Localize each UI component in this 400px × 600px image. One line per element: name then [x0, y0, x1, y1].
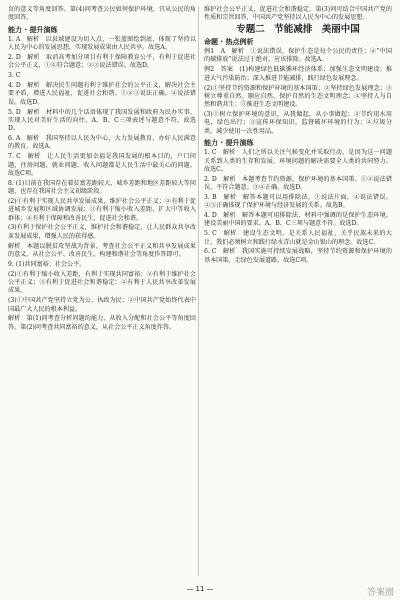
paragraph: 5. C 解析 建设生态文明，是关系人民福祉、关乎民族未来的大计，我们必须树立和践行绿水青山就是金山银山的理念。故选C。 — [204, 230, 392, 246]
paragraph: 4. D 解析 解答本题可用排除法，材料中强调的是保护生态环境，建设美丽中国的要求，A、B、C三项与题意不符。故选D。 — [204, 212, 392, 228]
section-heading: 命题 · 热点例析 — [204, 37, 254, 46]
paragraph: 3. B 解析 解答本题可以用排除法，①说法片面，④说法错误。②③正确体现了保护环境与经济发展的关系。故选B。 — [204, 193, 392, 210]
topic-heading: 专题二 节能减排 美丽中国 — [236, 23, 360, 35]
paragraph: (3)有利于保护社会公平正义，维护社会和谐稳定，让人民群众共享改革发展成果，增强人民的获得感。 — [8, 224, 196, 240]
page-number: — 11 — — [186, 585, 214, 593]
paragraph: 9. (1)共同富裕；社会公平。 — [8, 260, 86, 268]
paragraph: (2)①坚持节约资源和保护环境的基本国策；②坚持绿色发展理念；③树立尊重自然、顺应自然、保护自然的生态文明理念；④坚持人与自然和谐共生；⑤推进生态文明建设。 — [204, 84, 392, 109]
paragraph: 6. C 解析 我国实施可持续发展战略，坚持节约资源和保护环境的基本国策，走绿色发展道路。故选C项。 — [204, 248, 392, 264]
paragraph: 解析 本题以脱贫攻坚战为背景，考查社会公平正义和共享发展成果的意义，从社会公平、改善民生、构建和谐社会等角度作答即可。 — [8, 242, 196, 258]
paragraph: 1. A 解析 以县域建设为切入点，一张蓝图绘到底，体现了坚持以人民为中心的发展思想，实现发展成果由人民共享。故选A。 — [8, 35, 196, 52]
paragraph: 2. D 解析 本题考查节约资源，保护环境的基本国策。①②说法错误，不符合题意。③④正确。故选D。 — [204, 175, 392, 192]
column-divider — [198, 6, 199, 576]
paragraph: 育的意义等角度回答。第(4)问考查公民如何保护环境，宜从公民的角度回答。 — [8, 6, 196, 22]
paragraph: 5. D 解析 材料中的几个话语体现了我国发展和政府为民办实事，实现人民对美好生活的向往。A、B、C三项表述与题意不符。故选D。 — [8, 108, 196, 133]
paragraph: 7. C 解析 让人民生活更加幸福是我国发展的根本目的，户口问题、住房问题、就业问题、收入问题都是人民生活中最关心的问题。故选C项。 — [8, 153, 196, 177]
paragraph: 例1 A 解析 ①说法错误，保护生态是每个公民的责任；④“中国的碳排放”说法过于绝对，应该排除。故选A。 — [204, 48, 392, 64]
paragraph: (2)①有利于实现人民共享发展成果，维护社会公平正义；②有利于促进城乡发展和区域协调发展；③有利于缩小收入差距，扩大中等收入群体；④有利于保障和改善民生，促进社会和谐。 — [8, 197, 196, 222]
paragraph: 例2 答案 (1)构建绿色低碳循环经济体系；加强生态文明建设；推进大气污染防治；深入推进节能减排，践行绿色发展理念。 — [204, 66, 392, 82]
paragraph: (3)①中国共产党坚持立党为公、执政为民；②中国共产党始终代表中国最广大人民的根本利益。 — [8, 297, 196, 313]
paragraph: 2. D 解析 取消高考加分项目有利于保障教育公平，有利于促进社会公平正义，①④符合题意；②③说法错误。故选D。 — [8, 54, 196, 70]
watermark: 答案圈 — [366, 588, 394, 598]
right-column — [204, 6, 392, 267]
paragraph: 3. C — [8, 72, 21, 80]
paragraph: 8. (1)目前在我国存在着贫富差距较大，城乡差距和地区差距较大等问题，也存在我国社会主义初级阶段。 — [8, 179, 196, 196]
paragraph: 1. C 解析 人们之所以关注气候变化并采取行动，是因为这一问题关系到人类的生存和发展，环境问题的解决需要全人类的共同努力。故选C。 — [204, 149, 392, 173]
section-heading: 能力 · 提升演练 — [204, 138, 254, 147]
paragraph: 解析 第(1)问考查分析问题的能力，从收入分配和社会公平等角度回答。第(2)问考查共同富裕的意义，从社会公平正义角度作答。 — [8, 315, 196, 331]
paragraph: 4. D 解析 解决民生问题有利于维护社会的公平正义，解决社会主要矛盾，增进人民福祉，促进社会和谐。①②③说法正确，④说法错误。故选D。 — [8, 82, 196, 106]
paragraph: (3)①树立保护环境的意识，从我做起，从小事做起；②节约用水用电，绿色出行；③宣传环保知识，监督破坏环境的行为；④垃圾分类，减少使用一次性用品。 — [204, 111, 392, 135]
paragraph: 维护社会公平正义，促进社会和谐稳定。第(3)问可结合中国共产党的性质和宗旨回答，中国共产党坚持以人民为中心的发展思想。 — [204, 6, 392, 22]
left-column — [8, 6, 196, 334]
section-heading: 能力 · 提升演练 — [8, 25, 58, 34]
paragraph: 6. A 解析 我国坚持以人民为中心，大力发展教育，办好人民满意的教育。故选A。 — [8, 135, 196, 151]
paragraph: (2)①有利于缩小收入差距，有利于实现共同富裕；②有利于维护社会公平正义；③有利于促进社会和谐稳定；④有利于人民共享改革发展成果。 — [8, 270, 196, 295]
